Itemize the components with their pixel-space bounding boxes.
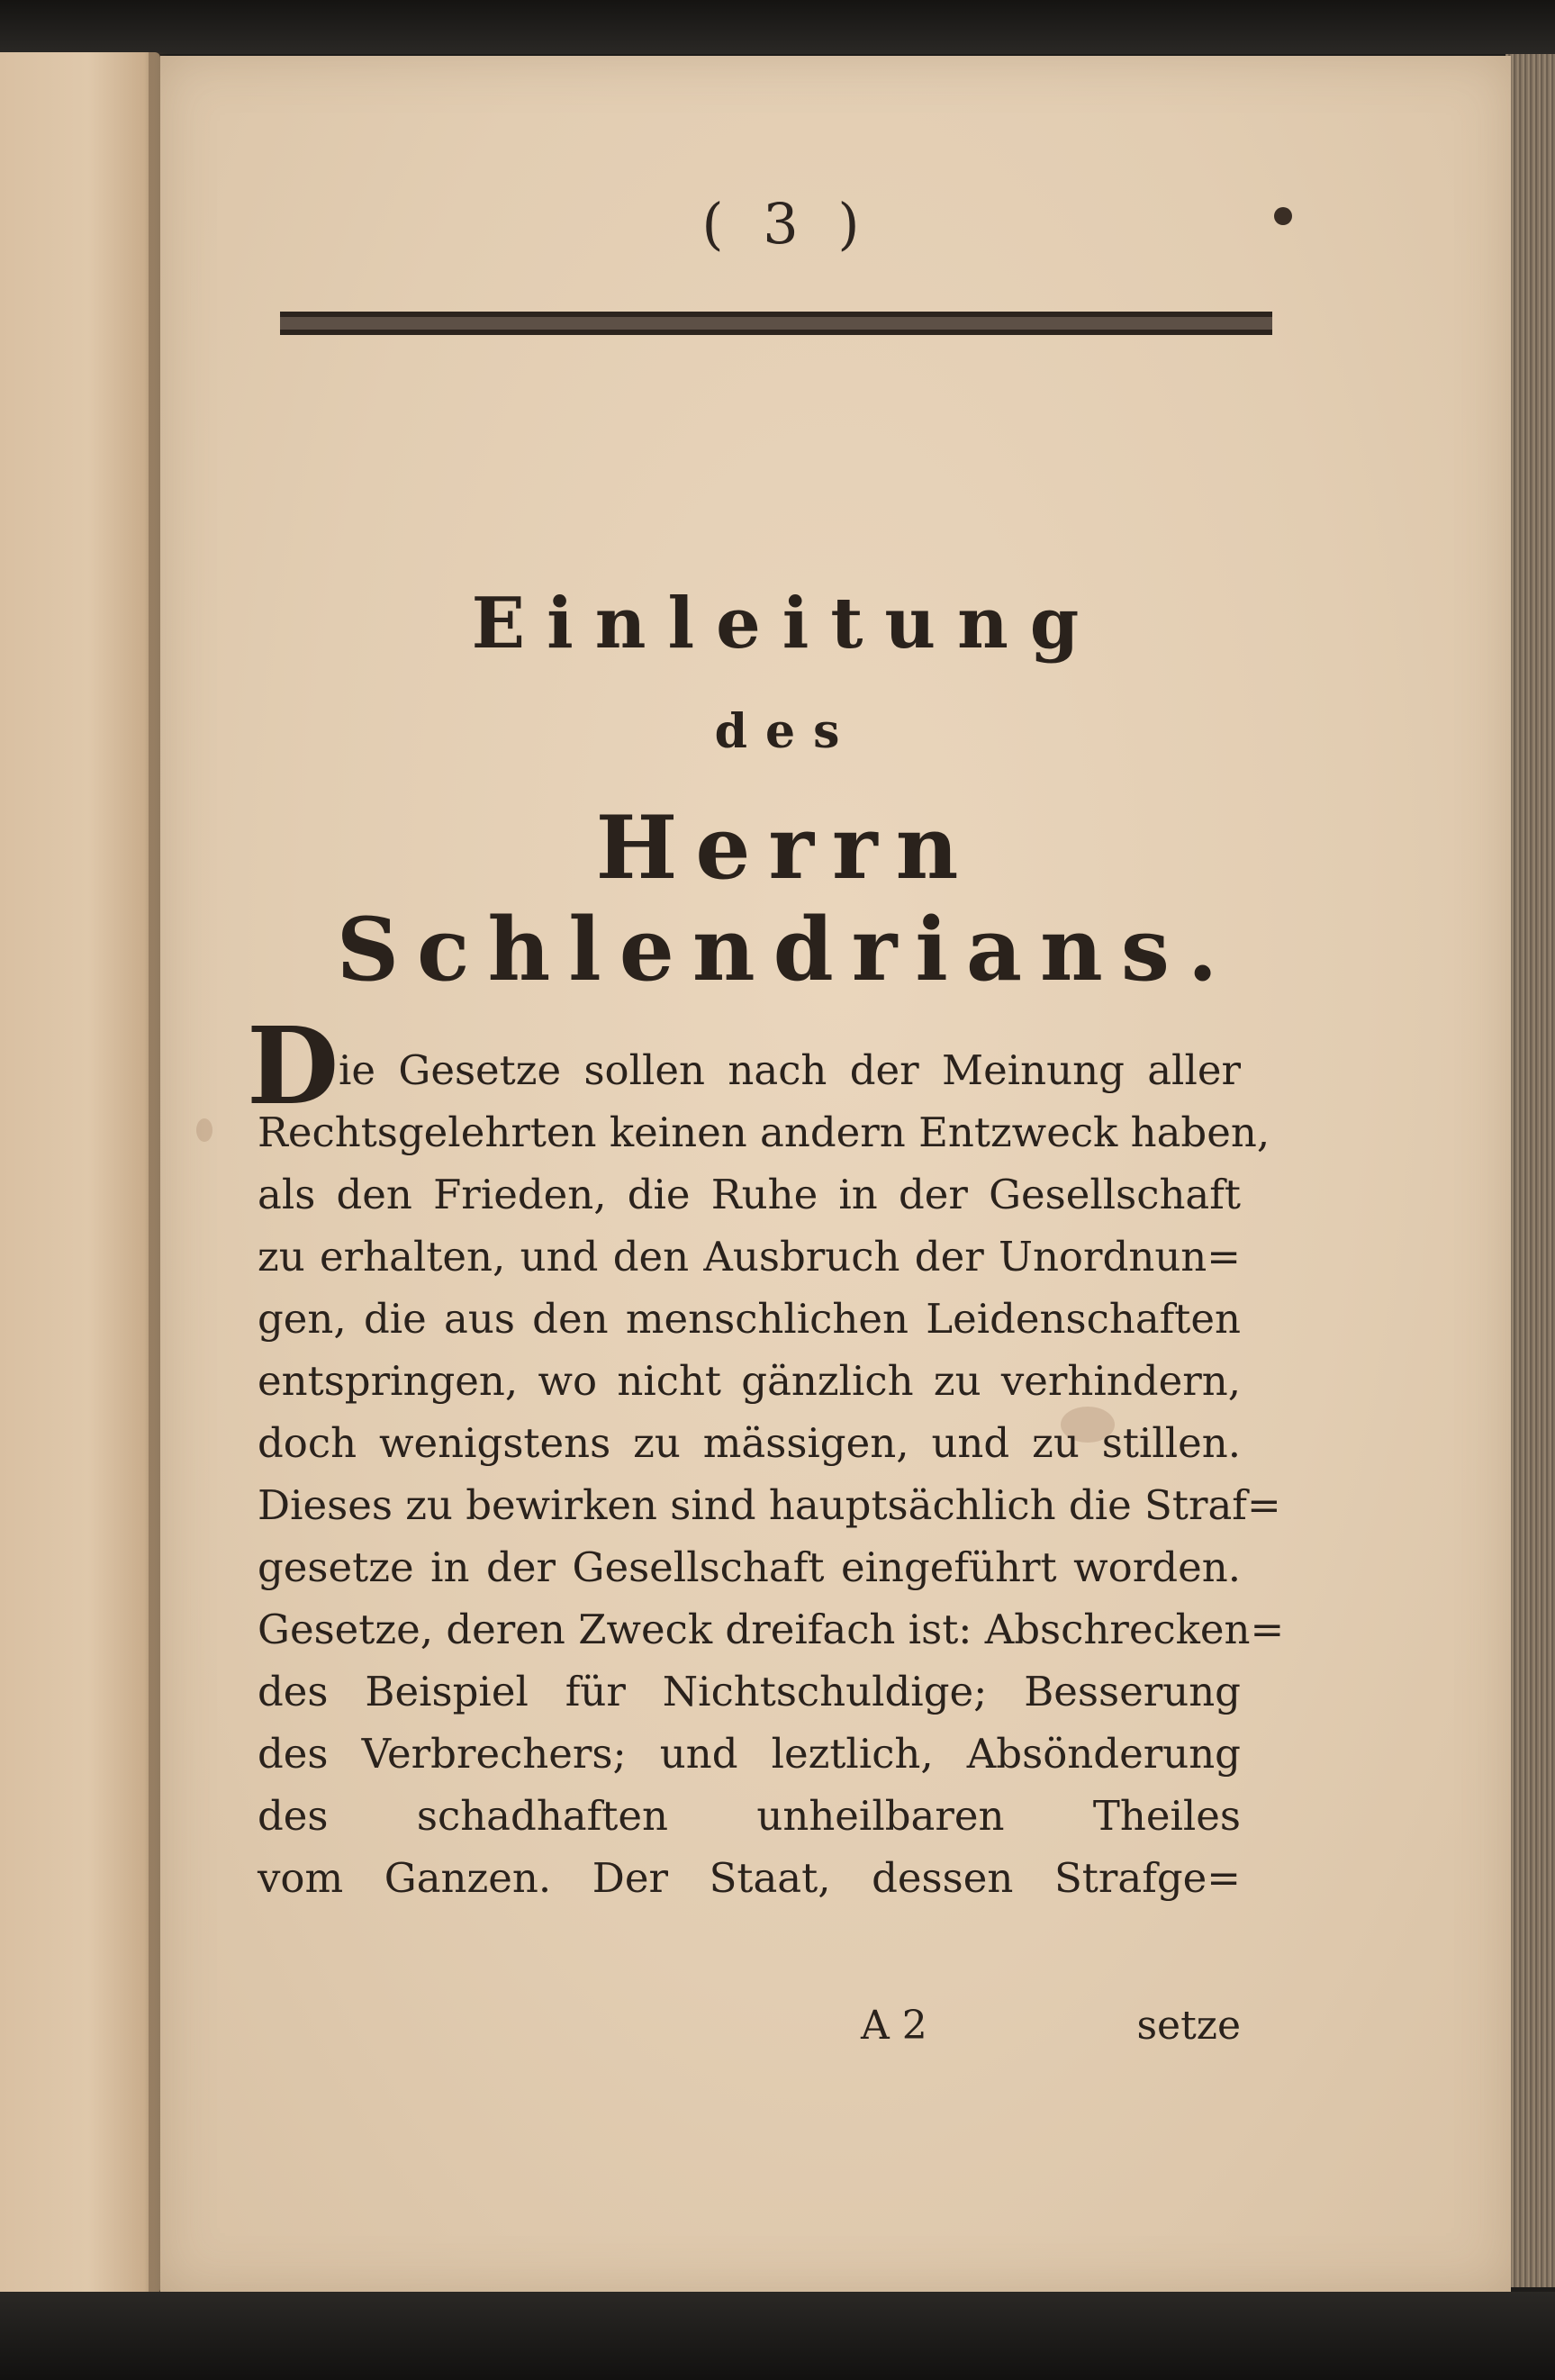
text-line: gen, die aus den menschlichen Leidenschaften bbox=[258, 1295, 1241, 1343]
paper-stain bbox=[196, 1118, 212, 1142]
catchword: setze bbox=[1136, 2003, 1241, 2049]
text-line: Gesetze, deren Zweck dreifach ist: Abschrecken= bbox=[258, 1606, 1285, 1653]
text-line: Rechtsgelehrten keinen andern Entzweck haben, bbox=[258, 1109, 1270, 1156]
left-page-edge bbox=[0, 52, 160, 2294]
title-einleitung: Einleitung bbox=[471, 583, 1101, 665]
scan-background-bottom bbox=[0, 2292, 1555, 2380]
text-line: vom Ganzen. Der Staat, dessen Strafge= bbox=[258, 1854, 1241, 1902]
page-footer bbox=[258, 2003, 1241, 2066]
drop-cap: D bbox=[247, 1003, 339, 1128]
text-line: Dieses zu bewirken sind hauptsächlich die Straf= bbox=[258, 1481, 1281, 1529]
header-rule bbox=[280, 312, 1272, 335]
body-paragraph bbox=[247, 1003, 1285, 1909]
text-line: des Verbrechers; und leztlich, Absönderung bbox=[258, 1730, 1241, 1778]
signature-mark: A 2 bbox=[861, 2003, 927, 2049]
page-number: ( 3 ) bbox=[701, 191, 871, 257]
title-schlendrians: Herrn Schlendrians. bbox=[336, 797, 1236, 1000]
text-line: doch wenigstens zu mässigen, und zu stillen. bbox=[258, 1419, 1241, 1467]
text-line: gesetze in der Gesellschaft eingeführt worden. bbox=[258, 1543, 1241, 1591]
text-line: ie Gesetze sollen nach der Meinung aller bbox=[339, 1046, 1241, 1094]
text-line: entspringen, wo nicht gänzlich zu verhindern, bbox=[258, 1357, 1241, 1405]
scan-background-top bbox=[0, 0, 1555, 54]
ink-dot bbox=[1274, 207, 1292, 225]
text-line: des schadhaften unheilbaren Theiles bbox=[258, 1792, 1241, 1840]
title-des: des bbox=[714, 704, 858, 759]
text-line: des Beispiel für Nichtschuldige; Besserung bbox=[258, 1668, 1241, 1715]
text-line: zu erhalten, und den Ausbruch der Unordnun= bbox=[258, 1233, 1241, 1280]
page-edges-right bbox=[1505, 54, 1555, 2287]
text-line: als den Frieden, die Ruhe in der Gesellschaft bbox=[258, 1171, 1241, 1218]
book-page bbox=[160, 56, 1511, 2293]
